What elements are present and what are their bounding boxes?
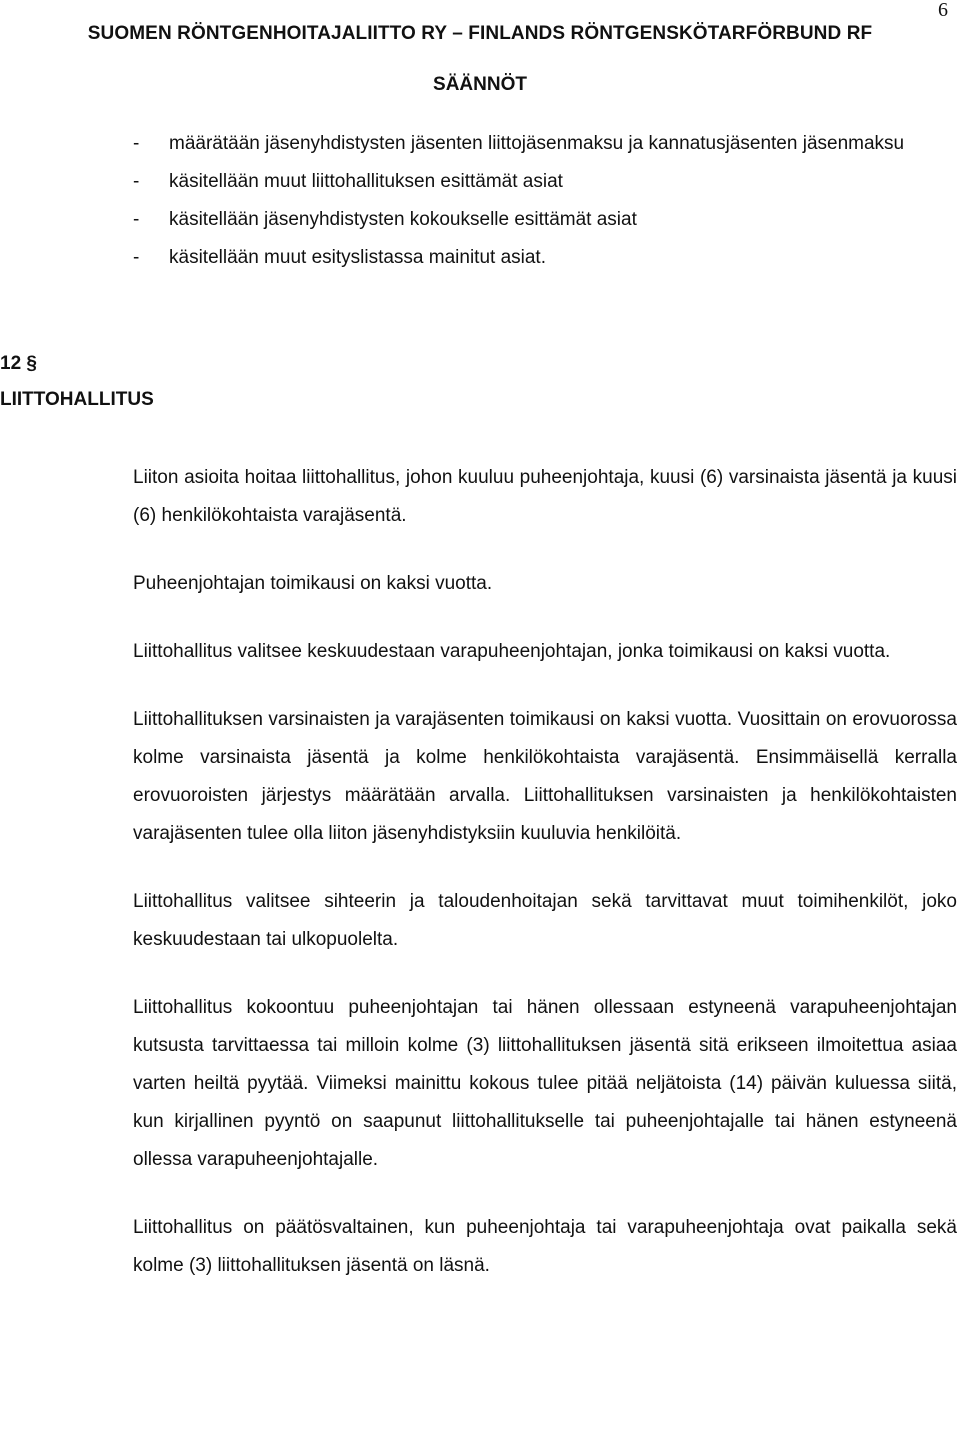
- list-item: [133, 163, 957, 201]
- paragraph-vice-chair: Liittohallitus valitsee keskuudestaan varapuheenjohtajan, jonka toimikausi on kaksi vuotta.: [133, 641, 891, 662]
- paragraph-chair-term: Puheenjohtajan toimikausi on kaksi vuotta.: [133, 573, 493, 594]
- list-item-text: käsitellään jäsenyhdistysten kokoukselle esittämät asiat: [169, 209, 637, 230]
- paragraph-board-composition: Liiton asioita hoitaa liittohallitus, johon kuuluu puheenjohtaja, kuusi (6) varsinaista jäsentä ja kuusi (6) henkilökohtaista varajäsentä.: [133, 467, 957, 526]
- list-item-text: määrätään jäsenyhdistysten jäsenten liittojäsenmaksu ja kannatusjäsenten jäsenmaksu: [169, 133, 905, 154]
- list-bullet: -: [133, 171, 140, 192]
- agenda-list: [133, 125, 957, 277]
- paragraph-meetings: Liittohallitus kokoontuu puheenjohtajan tai hänen ollessaan estyneenä varapuheenjohtajan kutsusta tarvittaessa tai milloin kolme (3) liittohallituksen jäsentä sitä erikseen ilmoitettua asiaa varten heiltä pyytää. Viimeksi mainittu kokous tulee pitää neljätoista (14) päivän kuluessa siitä, kun kirjallinen pyyntö on saapunut liittohallitukselle tai puheenjohtajalle tai hänen estyneenä ollessa varapuheenjohtajalle.: [133, 997, 957, 1170]
- list-bullet: -: [133, 209, 140, 230]
- list-item-text: käsitellään muut esityslistassa mainitut asiat.: [169, 247, 546, 268]
- section-number: 12 §: [0, 353, 37, 374]
- list-item: [133, 239, 957, 277]
- paragraph-member-terms: Liittohallituksen varsinaisten ja varajäsenten toimikausi on kaksi vuotta. Vuosittain on erovuorossa kolme varsinaista jäsentä ja kolme henkilökohtaista varajäsentä. Ensimmäisellä kerralla erovuoroisten järjestys määrätään arvalla. Liittohallituksen varsinaisten ja henkilökohtaisten varajäsenten tulee olla liiton jäsenyhdistyksiin kuuluvia henkilöitä.: [133, 709, 957, 844]
- list-item: [133, 201, 957, 239]
- list-item: [133, 125, 957, 163]
- section-title: LIITTOHALLITUS: [0, 389, 154, 410]
- header-document-title: SÄÄNNÖT: [433, 74, 527, 95]
- paragraph-officers: Liittohallitus valitsee sihteerin ja taloudenhoitajan sekä tarvittavat muut toimihenkilöt, joko keskuudestaan tai ulkopuolelta.: [133, 891, 957, 950]
- section-body: [133, 459, 957, 1285]
- page-number: 6: [938, 0, 948, 21]
- header-organization: SUOMEN RÖNTGENHOITAJALIITTO RY – FINLANDS RÖNTGENSKÖTARFÖRBUND RF: [87, 23, 873, 44]
- list-bullet: -: [133, 247, 140, 268]
- list-bullet: -: [133, 133, 140, 154]
- list-item-text: käsitellään muut liittohallituksen esittämät asiat: [169, 171, 563, 192]
- paragraph-quorum: Liittohallitus on päätösvaltainen, kun puheenjohtaja tai varapuheenjohtaja ovat paikalla sekä kolme (3) liittohallituksen jäsentä on läsnä.: [133, 1217, 957, 1276]
